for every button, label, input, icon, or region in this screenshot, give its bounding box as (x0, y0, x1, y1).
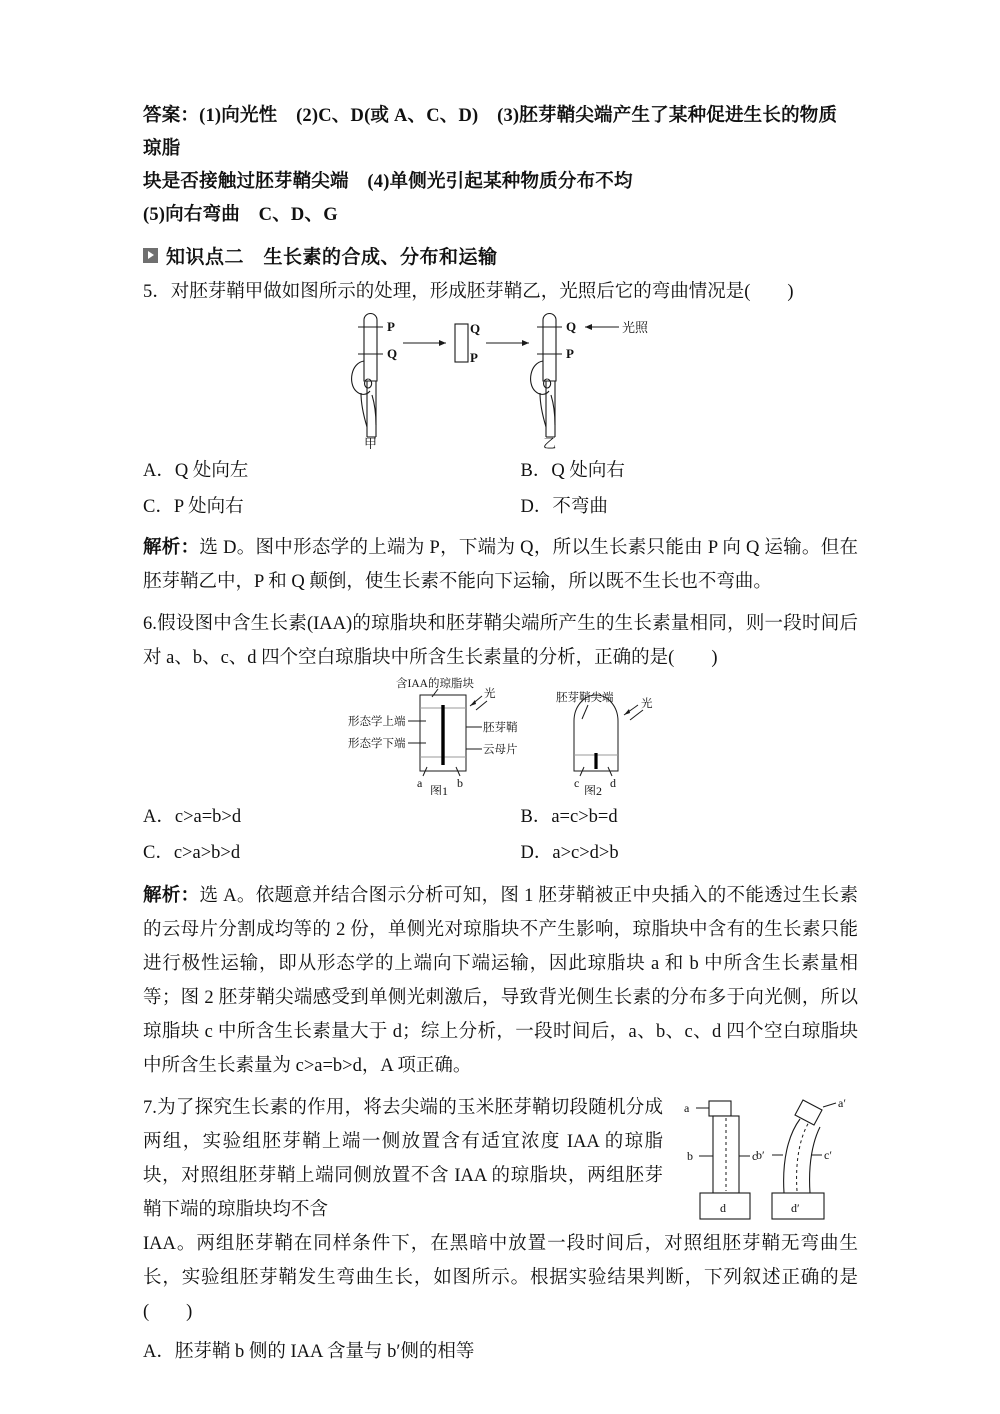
label-iaa-agar: 含IAA的琼脂块 (395, 678, 474, 690)
option-key: D． (520, 843, 553, 863)
knowledge-point-header (143, 242, 858, 269)
question-6-option-C[interactable] (143, 835, 501, 871)
label-morph-upper: 形态学上端 (347, 716, 405, 728)
label-mica: 云母片 (482, 744, 517, 756)
question-5-option-B[interactable] (501, 453, 879, 489)
question-5-option-A[interactable] (143, 453, 501, 489)
question-5-explanation (143, 531, 858, 599)
label-Q-right: Q (565, 319, 576, 334)
question-7-figure-wrap (676, 1093, 866, 1238)
question-5-stem (143, 275, 858, 309)
explanation-body: 选 D。图中形态学的上端为 P，下端为 Q，所以生长素只能由 P 向 Q 运输。但在胚芽鞘乙中，P 和 Q 颠倒，使生长素不能向下运输，所以既不生长也不弯曲。 (143, 538, 858, 592)
label-P-middle: P (469, 350, 478, 365)
option-text: c>a>b>d (173, 843, 241, 863)
option-text: a=c>b=d (551, 807, 618, 827)
answer-line-3: (5)向右弯曲 C、D、G (143, 205, 338, 225)
option-key: D． (520, 497, 553, 517)
option-text: Q 处向右 (551, 461, 625, 481)
page-content (143, 100, 858, 1369)
label-P-left: P (386, 319, 395, 334)
option-text: c>a=b>d (174, 807, 242, 827)
question-5-option-C[interactable] (143, 489, 501, 525)
question-5-figure-wrap (143, 309, 858, 449)
option-key: B． (520, 807, 552, 827)
option-key: C． (143, 497, 174, 517)
option-text: a>c>d>b (552, 843, 619, 863)
caption-jia: 甲 (363, 436, 377, 449)
question-6-options (143, 799, 858, 871)
question-6-option-A[interactable] (143, 799, 501, 835)
option-key: B． (520, 461, 552, 481)
label-light-q5: 光照 (621, 320, 648, 335)
label-q7-d: d (720, 1201, 726, 1215)
label-light-fig2: 光 (640, 698, 652, 710)
question-5-number: 5． (143, 282, 171, 302)
label-block-d: d (609, 776, 616, 790)
answer-block (143, 100, 858, 232)
question-5-option-row-2 (143, 489, 858, 525)
option-key: A． (143, 461, 175, 481)
question-6-explanation (143, 879, 858, 1083)
option-text: P 处向右 (173, 497, 244, 517)
label-coleoptile-tip: 胚芽鞘尖端 (555, 692, 613, 704)
option-key: C． (143, 843, 174, 863)
question-6-option-row-2 (143, 835, 858, 871)
coleoptile-bending-experiment-diagram (676, 1093, 866, 1238)
label-block-c: c (573, 776, 579, 790)
explanation-lead: 解析： (143, 886, 200, 906)
coleoptile-inversion-diagram (331, 309, 671, 449)
question-7-stem-part1: 7.为了探究生长素的作用，将去尖端的玉米胚芽鞘切段随机分成两组，实验组胚芽鞘上端一侧放置含有适宜浓度 IAA 的琼脂块，对照组胚芽鞘上端同侧放置不含 IAA 的琼脂块，两组胚芽鞘下端的琼脂块均不含 (143, 1098, 663, 1220)
question-6-figure-wrap (143, 677, 858, 795)
label-q7-b: b (687, 1149, 693, 1163)
question-5-options (143, 453, 858, 525)
question-5-option-row-1 (143, 453, 858, 489)
question-6-stem (143, 607, 858, 675)
option-text: Q 处向左 (174, 461, 249, 481)
question-6-number: 6. (143, 614, 157, 634)
label-q7-d-prime: d′ (791, 1201, 800, 1215)
label-q7-a: a (684, 1101, 690, 1115)
label-block-a: a (416, 776, 422, 790)
question-7-block (143, 1091, 858, 1369)
label-Q-middle: Q (469, 321, 480, 336)
label-q7-c: c (752, 1149, 758, 1163)
question-5-text: 对胚芽鞘甲做如图所示的处理，形成胚芽鞘乙，光照后它的弯曲情况是( ) (170, 282, 794, 302)
answer-line-2: 块是否接触过胚芽鞘尖端 (4)单侧光引起某种物质分布不均 (143, 172, 633, 192)
question-7-stem-part2: IAA。两组胚芽鞘在同样条件下，在黑暗中放置一段时间后，对照组胚芽鞘无弯曲生长，实验组胚芽鞘发生弯曲生长，如图所示。根据实验结果判断，下列叙述正确的是( ) (143, 1234, 858, 1322)
caption-fig1: 图1 (429, 784, 448, 795)
label-P-right: P (565, 346, 574, 361)
knowledge-point-title: 知识点二 生长素的合成、分布和运输 (166, 247, 498, 268)
question-6-figures (316, 677, 686, 795)
label-block-b: b (456, 776, 463, 790)
label-Q-left: Q (386, 346, 397, 361)
label-light-fig1: 光 (483, 688, 495, 700)
answer-line-1: 答案：(1)向光性 (2)C、D(或 A、C、D) (3)胚芽鞘尖端产生了某种促进生长的物质 琼脂 (143, 106, 856, 159)
caption-fig2: 图2 (583, 784, 602, 795)
caption-yi: 乙 (542, 436, 556, 449)
explanation-lead: 解析： (143, 538, 200, 558)
label-q7-b-prime: b′ (756, 1148, 765, 1162)
question-6-option-B[interactable] (501, 799, 879, 835)
question-6-text: 假设图中含生长素(IAA)的琼脂块和胚芽鞘尖端所产生的生长素量相同，则一段时间后对 a、b、c、d 四个空白琼脂块中所含生长素量的分析，正确的是( ) (143, 614, 858, 668)
question-7-option-A[interactable]: A．胚芽鞘 b 侧的 IAA 含量与 b′侧的相等 (143, 1342, 475, 1362)
triangle-right-icon (143, 248, 158, 263)
option-key: A． (143, 807, 175, 827)
label-q7-a-prime: a′ (838, 1096, 846, 1110)
question-6-option-row-1 (143, 799, 858, 835)
label-morph-lower: 形态学下端 (347, 738, 405, 750)
label-q7-c-prime: c′ (824, 1148, 832, 1162)
question-6-option-D[interactable] (501, 835, 879, 871)
explanation-body: 选 A。依题意并结合图示分析可知，图 1 胚芽鞘被正中央插入的不能透过生长素的云母片分割成均等的 2 份，单侧光对琼脂块不产生影响，琼脂块中含有的生长素只能进行极性运输，即从形态学的上端向下端运输，因此琼脂块 a 和 b 中所含生长素量相等；图 2 胚芽鞘尖端感受到单侧光刺激后，导致背光侧生长素的分布多于向光侧，所以琼脂块 c 中所含生长素量大于 d；综上分析，一段时间后，a、b、c、d 四个空白琼脂块中所含生长素量为 c>a=b>d，A 项正确。 (143, 886, 858, 1076)
option-text: 不弯曲 (552, 497, 608, 517)
label-coleoptile-1: 胚芽鞘 (482, 722, 517, 734)
question-5-option-D[interactable] (501, 489, 879, 525)
